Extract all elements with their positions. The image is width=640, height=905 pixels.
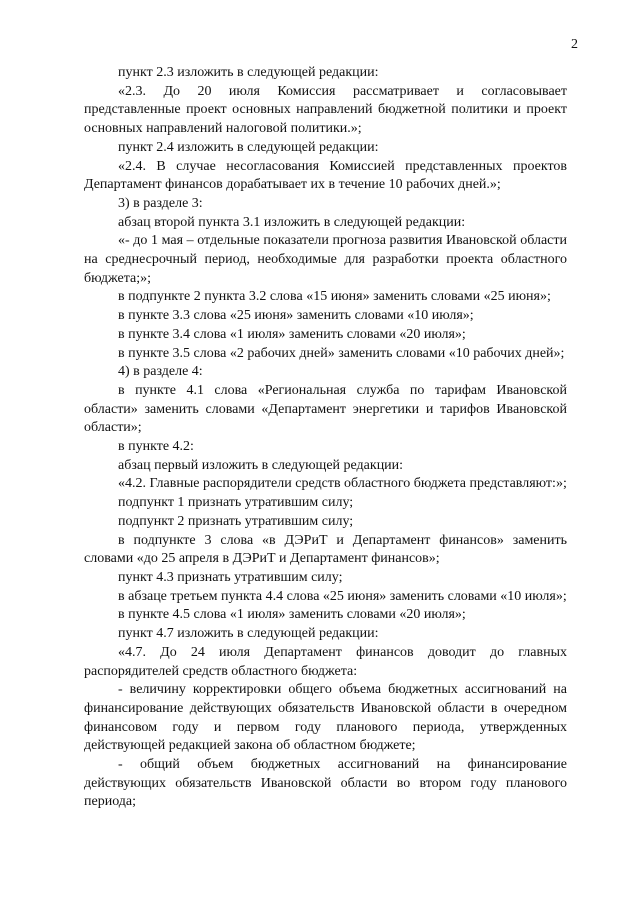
paragraph: пункт 4.3 признать утратившим силу; [118,569,343,585]
paragraph: в пункте 4.2: [118,439,194,455]
paragraph: в пункте 3.4 слова «1 июля» заменить словами «20 июля»; [118,326,466,342]
paragraph: пункт 2.4 изложить в следующей редакции: [118,139,379,155]
paragraph: пункт 4.7 изложить в следующей редакции: [118,626,379,642]
paragraph: «- до 1 мая – отдельные показатели прогноза развития Ивановской области на среднесрочный период, необходимые для разработки проекта областного бюджета;»; [84,233,567,286]
paragraph: в подпункте 2 пункта 3.2 слова «15 июня» заменить словами «25 июня»; [118,289,551,305]
paragraph: «4.2. Главные распорядители средств областного бюджета представляют:»; [118,476,567,492]
paragraph: в пункте 3.3 слова «25 июня» заменить словами «10 июля»; [118,308,474,324]
paragraph: 4) в разделе 4: [118,364,203,380]
paragraph: абзац второй пункта 3.1 изложить в следующей редакции: [118,214,466,230]
paragraph: абзац первый изложить в следующей редакции: [118,457,404,473]
paragraph: - величину корректировки общего объема бюджетных ассигнований на финансирование действующих обязательств Ивановской области в очередном финансовом году и первом году планового периода, утвержденных действующей редакцией закона об областном бюджете; [84,682,567,754]
paragraph: «4.7. До 24 июля Департамент финансов доводит до главных распорядителей средств областного бюджета: [84,644,567,679]
paragraph: в подпункте 3 слова «в ДЭРиТ и Департамент финансов» заменить словами «до 25 апреля в ДЭРиТ и Департамент финансов»; [84,532,567,567]
paragraph: - общий объем бюджетных ассигнований на финансирование действующих обязательств Ивановской области во втором году планового периода; [84,757,567,810]
paragraph: пункт 2.3 изложить в следующей редакции: [118,65,379,80]
paragraph: подпункт 2 признать утратившим силу; [118,513,354,529]
page-number: 2 [571,37,578,52]
paragraph: в пункте 3.5 слова «2 рабочих дней» заменить словами «10 рабочих дней»; [118,345,565,361]
paragraph: в абзаце третьем пункта 4.4 слова «25 июня» заменить словами «10 июля»; [118,588,567,604]
paragraph: в пункте 4.5 слова «1 июля» заменить словами «20 июля»; [118,607,466,623]
document-body [84,64,567,812]
paragraph: в пункте 4.1 слова «Региональная служба по тарифам Ивановской области» заменить словами «Департамент энергетики и тарифов Ивановской области»; [84,382,567,436]
paragraph: «2.4. В случае несогласования Комиссией представленных проектов Департамент финансов дорабатывает их в течение 10 рабочих дней.»; [84,158,567,193]
paragraph: «2.3. До 20 июля Комиссия рассматривает и согласовывает представленные проект основных направлений бюджетной политики и проект основных направлений налоговой политики.»; [84,83,567,137]
paragraph: 3) в разделе 3: [118,195,203,211]
paragraph: подпункт 1 признать утратившим силу; [118,495,354,511]
